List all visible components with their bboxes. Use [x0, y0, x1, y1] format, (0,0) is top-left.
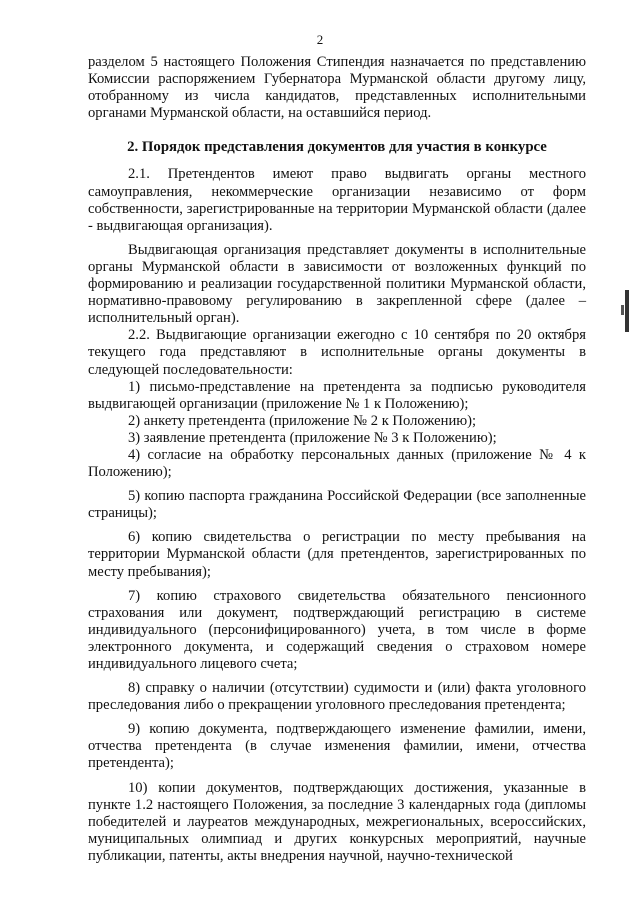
- list-item: 10) копии документов, подтверждающих достижения, указанные в пункте 1.2 настоящего Положения, за последние 3 календарных года (дипломы победителей и лауреатов международных, межрегиональных, всероссийских, муниципальных олимпиад и других конкурсных мероприятий, научные публикации, патенты, акты внедрения научной, научно-технической: [88, 779, 586, 864]
- list-item: 4) согласие на обработку персональных данных (приложение № 4 к Положению);: [88, 446, 586, 481]
- list-item: 7) копию страхового свидетельства обязательного пенсионного страхования или документ, подтверждающий регистрацию в системе индивидуального (персонифицированного) учета, в том числе в форме электронного документа, и содержащий сведения о страховом номере индивидуального лицевого счета;: [88, 587, 586, 672]
- list-item: 9) копию документа, подтверждающего изменение фамилии, имени, отчества претендента (в случае изменения фамилии, имени, отчества претендента);: [88, 721, 586, 772]
- section-heading: 2. Порядок представления документов для участия в конкурсе: [127, 139, 547, 156]
- list-item: 8) справку о наличии (отсутствии) судимости и (или) факта уголовного преследования либо о прекращении уголовного преследования претендента;: [88, 680, 586, 714]
- paragraph-2-2: 2.2. Выдвигающие организации ежегодно с 10 сентября по 20 октября текущего года представляют в исполнительные органы документы в следующей последовательности:: [88, 327, 586, 378]
- paragraph-2-1: 2.1. Претендентов имеют право выдвигать органы местного самоуправления, некоммерческие организации независимо от форм собственности, зарегистрированные на территории Мурманской области (далее - выдвигающая организация).: [88, 166, 586, 234]
- list-item: 5) копию паспорта гражданина Российской Федерации (все заполненные страницы);: [88, 488, 586, 522]
- document-body: [88, 54, 586, 865]
- scan-margin-mark: [621, 305, 624, 315]
- list-item: 1) письмо-представление на претендента за подписью руководителя выдвигающей организации (приложение № 1 к Положению);: [88, 378, 586, 412]
- list-item: 2) анкету претендента (приложение № 2 к Положению);: [128, 412, 477, 429]
- paragraph-executive-body: Выдвигающая организация представляет документы в исполнительные органы Мурманской области в зависимости от возложенных функций по формированию и реализации государственной политики Мурманской области, нормативно-правовому регулированию в закрепленной сфере (далее – исполнительный орган).: [88, 241, 586, 327]
- list-item: 6) копию свидетельства о регистрации по месту пребывания на территории Мурманской области (для претендентов, зарегистрированных по месту пребывания);: [88, 529, 586, 580]
- intro-paragraph: разделом 5 настоящего Положения Стипендия назначается по представлению Комиссии распоряжением Губернатора Мурманской области другому лицу, отобранному из числа кандидатов, представленных исполнительными органами Мурманской области, на оставшийся период.: [88, 54, 586, 122]
- scan-margin-mark: [625, 290, 629, 332]
- list-item: 3) заявление претендента (приложение № 3 к Положению);: [128, 429, 497, 446]
- page-number: 2: [316, 32, 324, 47]
